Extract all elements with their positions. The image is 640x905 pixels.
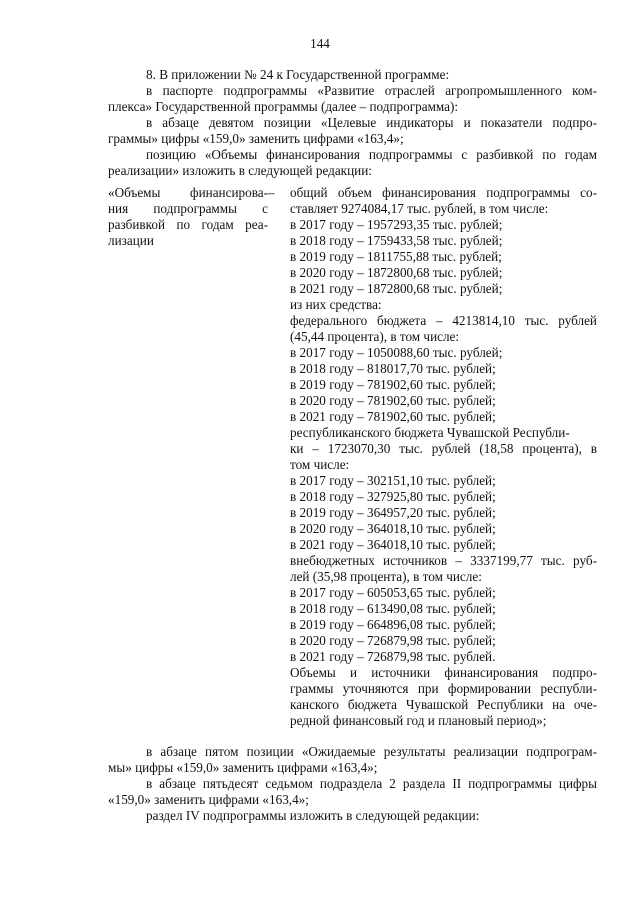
page-number: 144	[310, 36, 330, 51]
table-left-line: лизации	[108, 233, 154, 248]
table-right-line: в 2017 году – 302151,10 тыс. рублей;	[290, 473, 496, 488]
text-line: раздел IV подпрограммы изложить в следующей редакции:	[146, 808, 480, 823]
table-right-line: в 2020 году – 726879,98 тыс. рублей;	[290, 633, 496, 648]
table-right-line: в 2018 году – 613490,08 тыс. рублей;	[290, 601, 496, 616]
table-right-line: в 2021 году – 781902,60 тыс. рублей;	[290, 409, 496, 424]
table-right-line: канского бюджета Чувашской Республики на оче-	[290, 697, 597, 712]
table-right-line: в 2019 году – 664896,08 тыс. рублей;	[290, 617, 496, 632]
text-line: реализации» изложить в следующей редакции:	[108, 163, 372, 178]
table-right-line: в 2018 году – 327925,80 тыс. рублей;	[290, 489, 496, 504]
table-right-line: в 2018 году – 1759433,58 тыс. рублей;	[290, 233, 503, 248]
table-right-line: в 2021 году – 1872800,68 тыс. рублей;	[290, 281, 503, 296]
table-right-line: в 2019 году – 781902,60 тыс. рублей;	[290, 377, 496, 392]
table-right-line: в 2020 году – 364018,10 тыс. рублей;	[290, 521, 496, 536]
table-right-line: общий объем финансирования подпрограммы со-	[290, 185, 597, 200]
table-right-line: из них средства:	[290, 297, 382, 312]
table-right-line: в 2017 году – 605053,65 тыс. рублей;	[290, 585, 496, 600]
table-right-line: (45,44 процента), в том числе:	[290, 329, 460, 344]
table-right-line: ставляет 9274084,17 тыс. рублей, в том числе:	[290, 201, 549, 216]
text-line: граммы» цифры «159,0» заменить цифрами «163,4»;	[108, 131, 404, 146]
table-right-line: федерального бюджета – 4213814,10 тыс. рублей	[290, 313, 597, 328]
table-dash: –	[268, 185, 275, 200]
table-right-line: в 2019 году – 364957,20 тыс. рублей;	[290, 505, 496, 520]
table-right-line: лей (35,98 процента), в том числе:	[290, 569, 482, 584]
text-line: позицию «Объемы финансирования подпрограммы с разбивкой по годам	[146, 147, 597, 162]
text-line: в абзаце девятом позиции «Целевые индикаторы и показатели подпро-	[146, 115, 597, 130]
text-line: «159,0» заменить цифрами «163,4»;	[108, 792, 309, 807]
text-line: 8. В приложении № 24 к Государственной программе:	[146, 67, 450, 82]
table-right-line: в 2021 году – 364018,10 тыс. рублей;	[290, 537, 496, 552]
table-right-line: в 2017 году – 1050088,60 тыс. рублей;	[290, 345, 503, 360]
table-right-line: граммы уточняются при формировании республи-	[290, 681, 597, 696]
table-right-line: в 2019 году – 1811755,88 тыс. рублей;	[290, 249, 502, 264]
text-line: в абзаце пятьдесят седьмом подраздела 2 раздела II подпрограммы цифры	[146, 776, 597, 791]
table-left-line: «Объемы финансирова-	[108, 185, 268, 200]
table-right-line: в 2017 году – 1957293,35 тыс. рублей;	[290, 217, 503, 232]
table-left-line: ния подпрограммы с	[108, 201, 268, 216]
table-right-line: в 2018 году – 818017,70 тыс. рублей;	[290, 361, 496, 376]
table-right-line: в 2020 году – 1872800,68 тыс. рублей;	[290, 265, 503, 280]
text-line: мы» цифры «159,0» заменить цифрами «163,4»;	[108, 760, 378, 775]
table-right-line: в 2021 году – 726879,98 тыс. рублей.	[290, 649, 496, 664]
text-line: в абзаце пятом позиции «Ожидаемые результаты реализации подпрограм-	[146, 744, 597, 759]
table-left-line: разбивкой по годам реа-	[108, 217, 268, 232]
table-right-line: том числе:	[290, 457, 350, 472]
table-right-line: республиканского бюджета Чувашской Республи-	[290, 425, 570, 440]
text-line: плекса» Государственной программы (далее – подпрограмма):	[108, 99, 459, 114]
table-right-line: редной финансовый год и плановый период»;	[290, 713, 547, 728]
table-right-line: внебюджетных источников – 3337199,77 тыс. руб-	[290, 553, 597, 568]
table-right-line: в 2020 году – 781902,60 тыс. рублей;	[290, 393, 496, 408]
table-right-line: Объемы и источники финансирования подпро-	[290, 665, 597, 680]
table-right-line: ки – 1723070,30 тыс. рублей (18,58 процента), в	[290, 441, 597, 456]
text-line: в паспорте подпрограммы «Развитие отраслей агропромышленного ком-	[146, 83, 597, 98]
